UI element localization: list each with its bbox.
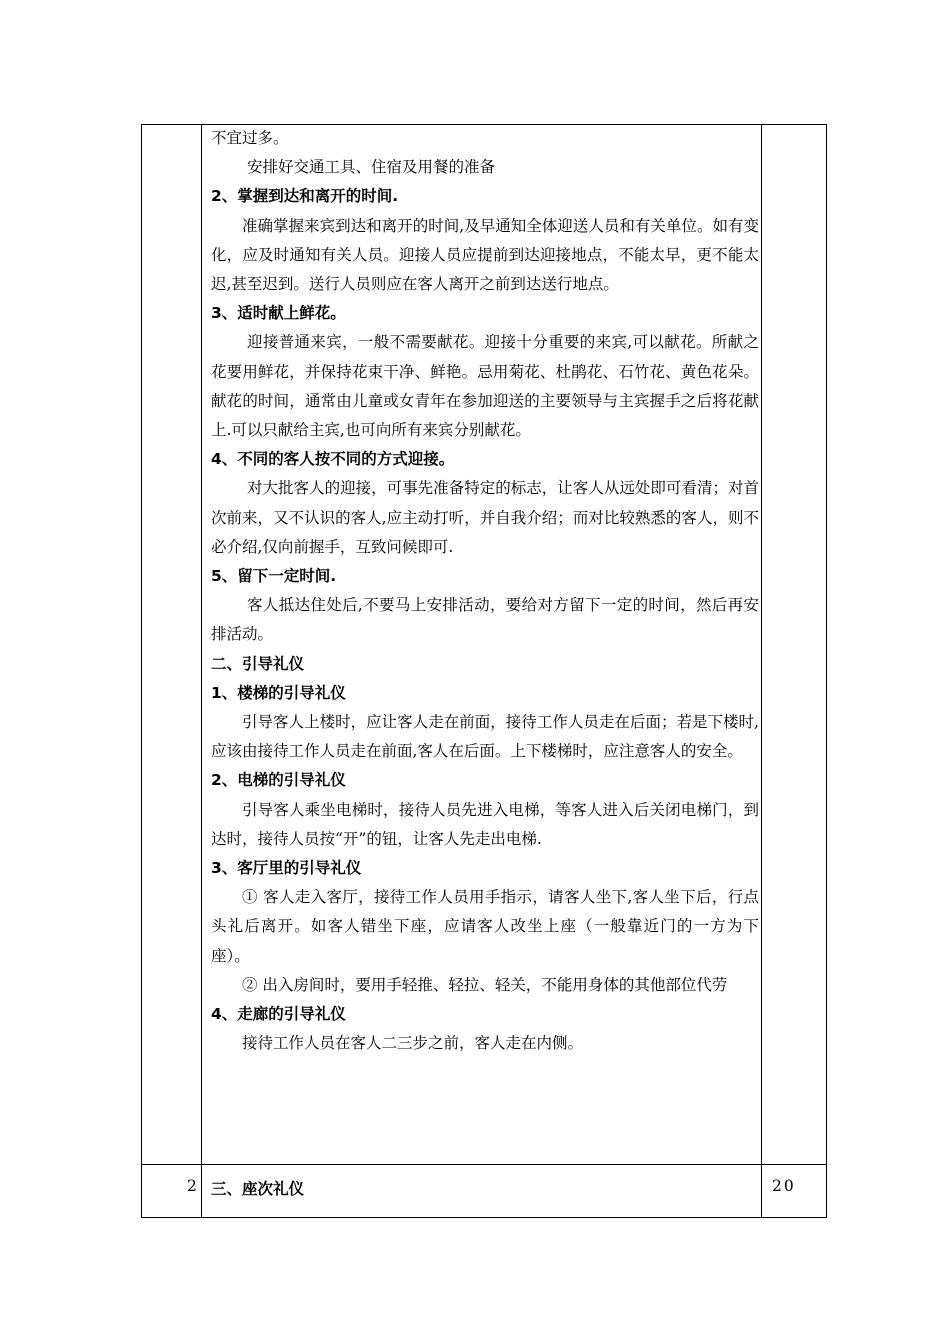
row2-number: 2 — [187, 1177, 197, 1195]
table-column-divider — [761, 124, 762, 1218]
body-paragraph: 引导客人乘坐电梯时，接待人员先进入电梯，等客人进入后关闭电梯门，到达时，接待人员按“开”的钮，让客人先走出电梯. — [211, 800, 759, 848]
row2-section-title: 三、座次礼仪 — [211, 1180, 305, 1198]
body-paragraph: 准确掌握来宾到达和离开的时间,及早通知全体迎送人员和有关单位。如有变化，应及时通知有关人员。迎接人员应提前到达迎接地点，不能太早，更不能太迟,甚至迟到。送行人员则应在客人离开之前到达送行地点。 — [211, 216, 759, 294]
section-heading: 4、不同的客人按不同的方式迎接。 — [211, 450, 455, 469]
section-heading: 1、楼梯的引导礼仪 — [211, 683, 346, 702]
section-heading: 2、掌握到达和离开的时间. — [211, 187, 399, 206]
section-heading: 3、客厅里的引导礼仪 — [211, 859, 362, 878]
table-row-divider — [141, 1164, 827, 1165]
body-paragraph: 不宜过多。 — [211, 129, 289, 147]
body-paragraph: 安排好交通工具、住宿及用餐的准备 — [247, 158, 496, 177]
section-heading: 4、走廊的引导礼仪 — [211, 1005, 346, 1024]
body-paragraph: 客人抵达住处后,不要马上安排活动，要给对方留下一定的时间，然后再安排活动。 — [211, 596, 759, 644]
body-paragraph: 对大批客人的迎接，可事先准备特定的标志，让客人从远处即可看清；对首次前来，又不认识的客人,应主动打听，并自我介绍；而对比较熟悉的客人，则不必介绍,仅向前握手，互致问候即可. — [211, 479, 759, 556]
body-paragraph: ② 出入房间时，要用手轻推、轻拉、轻关，不能用身体的其他部位代劳 — [242, 975, 728, 994]
section-heading: 2、电梯的引导礼仪 — [211, 771, 346, 790]
body-paragraph: 接待工作人员在客人二三步之前，客人走在内侧。 — [242, 1034, 584, 1053]
section-heading: 二、引导礼仪 — [211, 654, 305, 673]
body-paragraph: ① 客人走入客厅，接待工作人员用手指示，请客人坐下,客人坐下后，行点头礼后离开。如客人错坐下座，应请客人改坐上座（一般靠近门的一方为下座）。 — [211, 888, 759, 965]
section-heading: 3、适时献上鲜花。 — [211, 304, 346, 323]
body-paragraph: 引导客人上楼时，应让客人走在前面，接待工作人员走在后面；若是下楼时,应该由接待工作人员走在前面,客人在后面。上下楼梯时，应注意客人的安全。 — [211, 713, 759, 761]
section-heading: 5、留下一定时间. — [211, 567, 337, 586]
row2-minutes: 20 — [772, 1177, 796, 1195]
body-paragraph: 迎接普通来宾，一般不需要献花。迎接十分重要的来宾,可以献花。所献之花要用鲜花，并保持花束干净、鲜艳。忌用菊花、杜鹃花、石竹花、黄色花朵。献花的时间，通常由儿童或女青年在参加迎送的主要领导与主宾握手之后将花献上.可以只献给主宾,也可向所有来宾分别献花。 — [211, 333, 759, 440]
table-column-divider — [201, 124, 202, 1218]
row1-content-cell — [211, 124, 759, 1059]
